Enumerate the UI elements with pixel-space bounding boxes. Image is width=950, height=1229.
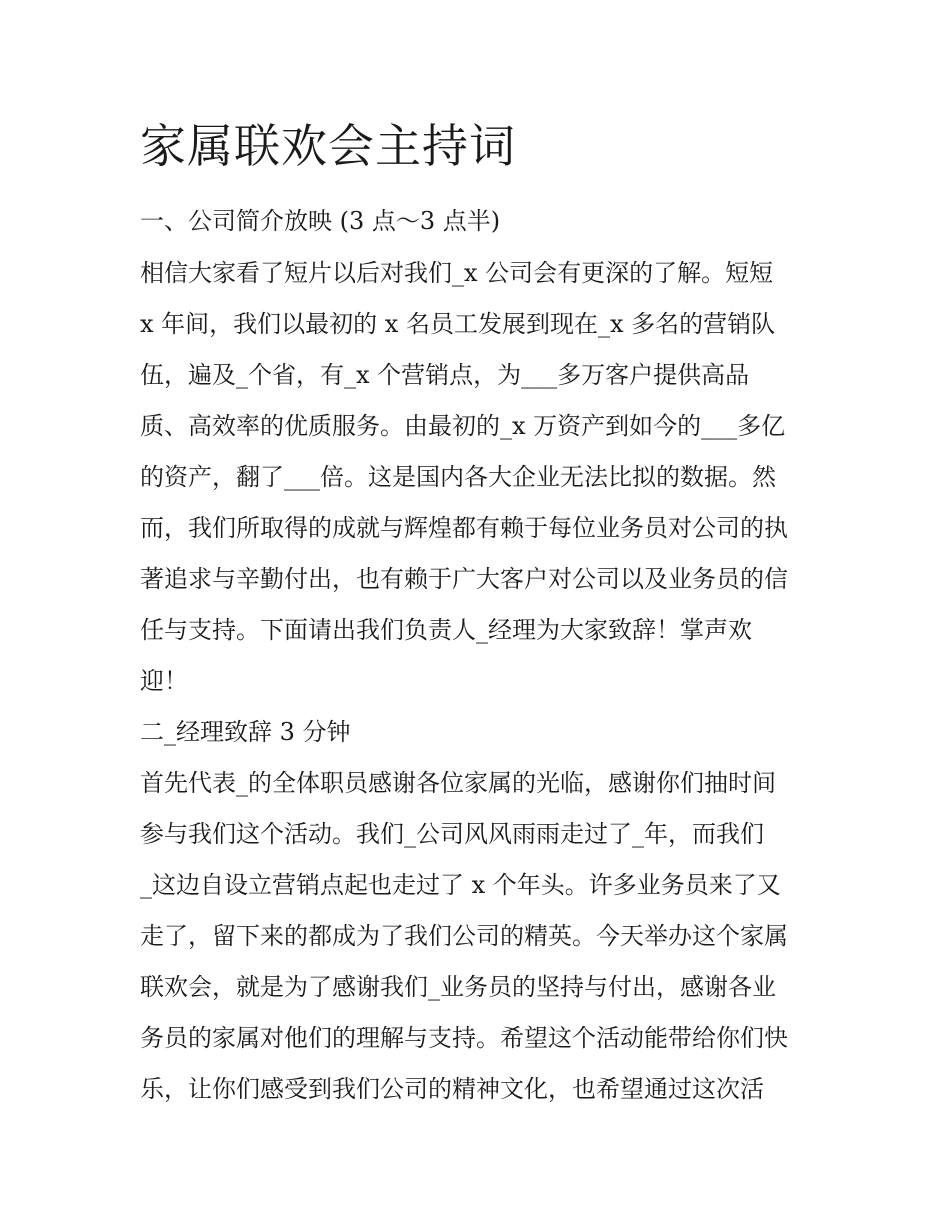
paragraph-line: 联欢会，就是为了感谢我们_业务员的坚持与付出，感谢各业 (140, 973, 776, 1001)
paragraph-line: 乐，让你们感受到我们公司的精神文化，也希望通过这次活 (140, 1075, 764, 1103)
paragraph-line: _这边自设立营销点起也走过了 x 个年头。许多业务员来了又 (140, 871, 781, 899)
paragraph-line: 迎！ (140, 667, 188, 695)
paragraph-line: 伍，遍及_个省，有_x 个营销点，为___多万客户提供高品 (140, 361, 750, 389)
paragraph-line: 首先代表_的全体职员感谢各位家属的光临，感谢你们抽时间 (140, 769, 776, 797)
section-2-heading: 二_经理致辞 3 分钟 (140, 718, 351, 746)
paragraph-line: 而，我们所取得的成就与辉煌都有赖于每位业务员对公司的执 (140, 514, 788, 542)
section-1-heading: 一、公司简介放映 (3 点～3 点半) (140, 207, 501, 235)
paragraph-line: 务员的家属对他们的理解与支持。希望这个活动能带给你们快 (140, 1024, 788, 1052)
paragraph-line: 质、高效率的优质服务。由最初的_x 万资产到如今的___多亿 (140, 412, 786, 440)
paragraph-line: 参与我们这个活动。我们_公司风风雨雨走过了_年，而我们 (140, 820, 764, 848)
paragraph-line: 的资产，翻了___倍。这是国内各大企业无法比拟的数据。然 (140, 463, 776, 491)
paragraph-line: 任与支持。下面请出我们负责人_经理为大家致辞！掌声欢 (140, 616, 752, 644)
paragraph-line: x 年间，我们以最初的 x 名员工发展到现在_x 多名的营销队 (140, 310, 776, 338)
paragraph-line: 相信大家看了短片以后对我们_x 公司会有更深的了解。短短 (140, 259, 774, 287)
paragraph-line: 走了，留下来的都成为了我们公司的精英。今天举办这个家属 (140, 922, 788, 950)
paragraph-line: 著追求与辛勤付出，也有赖于广大客户对公司以及业务员的信 (140, 565, 788, 593)
document-title: 家属联欢会主持词 (140, 119, 516, 173)
